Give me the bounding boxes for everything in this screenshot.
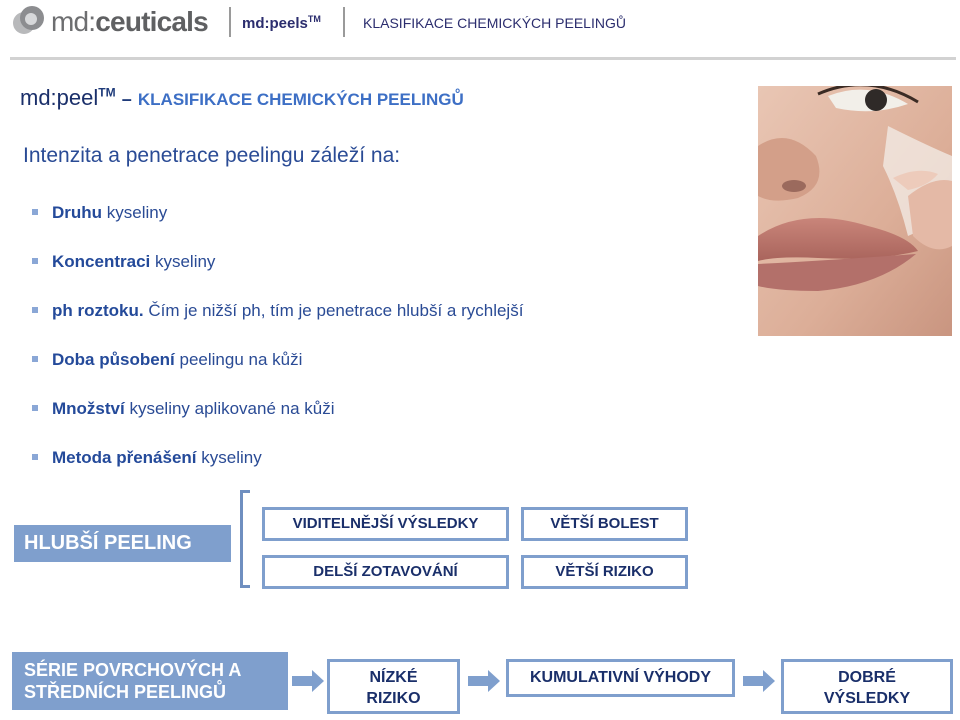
bullet-bold: Množství bbox=[52, 399, 125, 418]
bullet-bold: Doba působení bbox=[52, 350, 175, 369]
right-arrow-icon bbox=[468, 670, 500, 692]
bullet-bold: Druhu bbox=[52, 203, 103, 222]
outcome-box: DELŠÍ ZOTAVOVÁNÍ bbox=[262, 555, 509, 589]
factor-list bbox=[32, 200, 523, 494]
square-bullet-icon bbox=[32, 258, 38, 264]
bullet-text: peelingu na kůži bbox=[174, 350, 303, 369]
series-line-2: STŘEDNÍCH PEELINGŮ bbox=[24, 682, 227, 702]
title-tm: TM bbox=[98, 85, 116, 100]
outcome-box: VĚTŠÍ BOLEST bbox=[521, 507, 688, 541]
list-item bbox=[32, 347, 523, 396]
bullet-bold: Metoda přenášení bbox=[52, 448, 197, 467]
deeper-peel-label: HLUBŠÍ PEELING bbox=[14, 525, 231, 562]
header-divider bbox=[343, 7, 345, 37]
header-title: KLASIFIKACE CHEMICKÝCH PEELINGŮ bbox=[363, 15, 626, 31]
bullet-bold: Koncentraci bbox=[52, 252, 151, 271]
list-item bbox=[32, 200, 523, 249]
title-subtitle: KLASIFIKACE CHEMICKÝCH PEELINGŮ bbox=[137, 90, 464, 109]
square-bullet-icon bbox=[32, 307, 38, 313]
header-product bbox=[242, 14, 321, 32]
logo-prefix: md: bbox=[51, 6, 96, 37]
square-bullet-icon bbox=[32, 454, 38, 460]
list-item bbox=[32, 396, 523, 445]
low-risk-line-1: NÍZKÉ bbox=[369, 669, 418, 686]
header-product-tm: TM bbox=[307, 14, 321, 24]
square-bullet-icon bbox=[32, 405, 38, 411]
good-results-box bbox=[781, 659, 953, 714]
series-label bbox=[12, 652, 288, 710]
bullet-bold: ph roztoku. bbox=[52, 301, 144, 320]
header-product-name: md:peels bbox=[242, 15, 308, 32]
right-arrow-icon bbox=[292, 670, 324, 692]
right-arrow-icon bbox=[743, 670, 775, 692]
cumulative-benefits-box: KUMULATIVNÍ VÝHODY bbox=[506, 659, 735, 697]
header-rule bbox=[10, 57, 956, 60]
good-results-line-1: DOBRÉ bbox=[838, 669, 896, 686]
list-item bbox=[32, 298, 523, 347]
logo-wordmark bbox=[51, 6, 208, 38]
title-dash: – bbox=[121, 89, 132, 109]
square-bullet-icon bbox=[32, 356, 38, 362]
header bbox=[0, 0, 960, 48]
outcome-box: VĚTŠÍ RIZIKO bbox=[521, 555, 688, 589]
bullet-text: kyseliny aplikované na kůži bbox=[124, 399, 335, 418]
low-risk-line-2: RIZIKO bbox=[366, 690, 421, 707]
slide-title bbox=[20, 85, 464, 111]
list-item bbox=[32, 249, 523, 298]
title-product: md:peel bbox=[20, 85, 99, 110]
logo-brand: ceuticals bbox=[95, 6, 208, 37]
face-peel-photo bbox=[758, 86, 952, 336]
grouping-bracket bbox=[240, 490, 250, 588]
outcome-box: VIDITELNĚJŠÍ VÝSLEDKY bbox=[262, 507, 509, 541]
intro-text: Intenzita a penetrace peelingu záleží na: bbox=[23, 144, 401, 167]
good-results-line-2: VÝSLEDKY bbox=[823, 690, 911, 707]
series-line-1: SÉRIE POVRCHOVÝCH A bbox=[24, 660, 242, 680]
logo-icon bbox=[12, 5, 46, 39]
header-divider bbox=[229, 7, 231, 37]
bullet-text: kyseliny bbox=[196, 448, 262, 467]
low-risk-box bbox=[327, 659, 460, 714]
list-item bbox=[32, 445, 523, 494]
bullet-text: kyseliny bbox=[102, 203, 168, 222]
bullet-text: kyseliny bbox=[150, 252, 216, 271]
bullet-text: Čím je nižší ph, tím je penetrace hlubší a rychlejší bbox=[143, 301, 524, 320]
square-bullet-icon bbox=[32, 209, 38, 215]
